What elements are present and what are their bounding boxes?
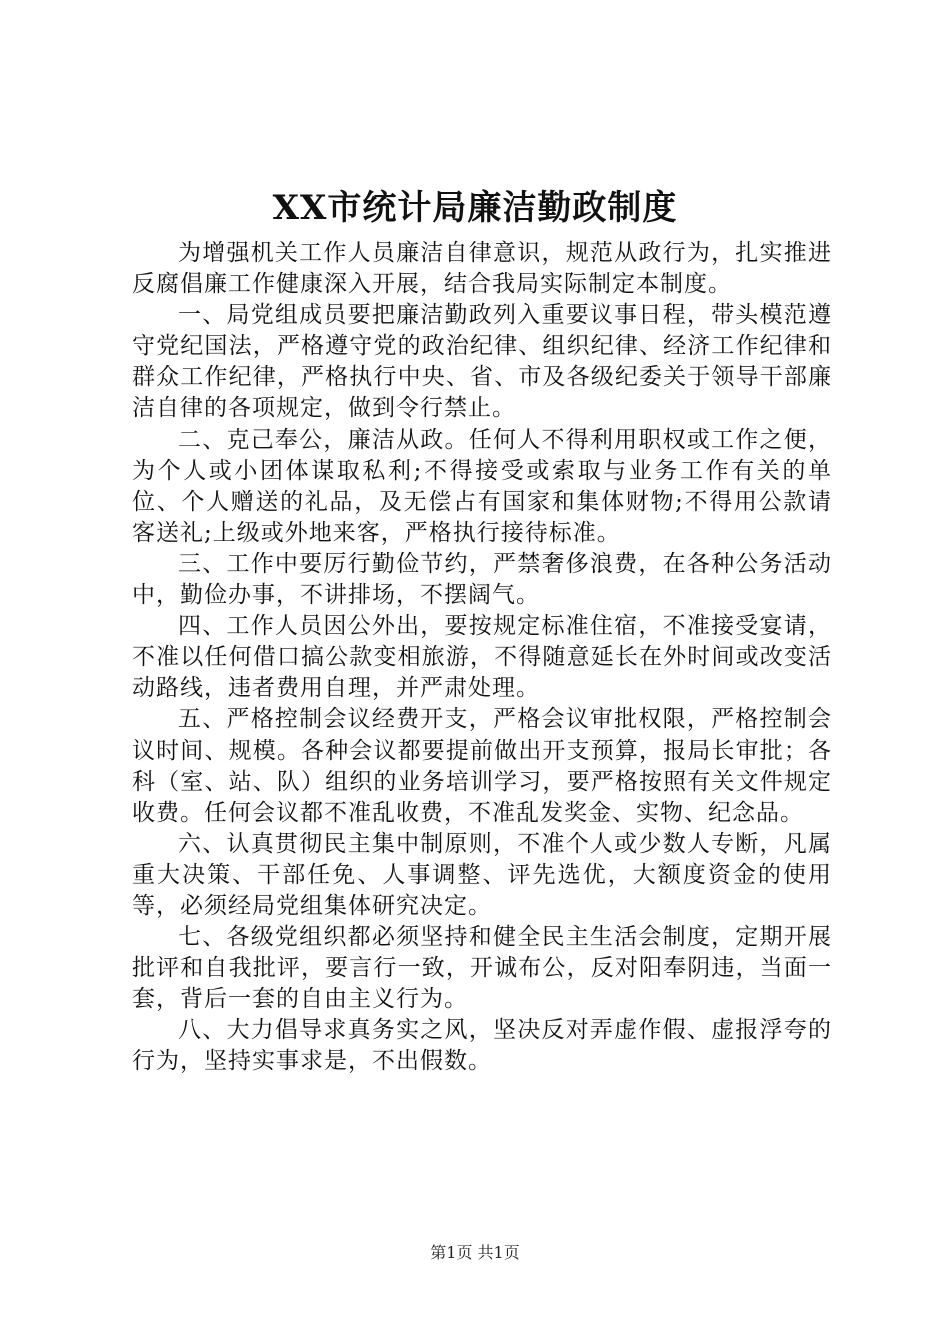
paragraph-item-4: 四、工作人员因公外出，要按规定标准住宿，不准接受宴请，不准以任何借口搞公款变相旅游，不得随意延长在外时间或改变活动路线，违者费用自理，并严肃处理。 <box>132 613 832 702</box>
document-body <box>132 238 832 1078</box>
paragraph-item-7: 七、各级党组织都必须坚持和健全民主生活会制度，定期开展批评和自我批评，要言行一致，开诚布公，反对阳奉阴违，当面一套，背后一套的自由主义行为。 <box>132 924 832 1013</box>
paragraph-item-1: 一、局党组成员要把廉洁勤政列入重要议事日程，带头模范遵守党纪国法，严格遵守党的政治纪律、组织纪律、经济工作纪律和群众工作纪律，严格执行中央、省、市及各级纪委关于领导干部廉洁自律的各项规定，做到令行禁止。 <box>132 302 832 422</box>
paragraph-item-6: 六、认真贯彻民主集中制原则，不准个人或少数人专断，凡属重大决策、干部任免、人事调整、评先选优，大额度资金的使用等，必须经局党组集体研究决定。 <box>132 830 832 919</box>
paragraph-item-2: 二、克己奉公，廉洁从政。任何人不得利用职权或工作之便，为个人或小团体谋取私利;不得接受或索取与业务工作有关的单位、个人赠送的礼品，及无偿占有国家和集体财物;不得用公款请客送礼;上级或外地来客，严格执行接待标准。 <box>132 426 832 546</box>
page-number-footer: 第1页 共1页 <box>430 1243 520 1262</box>
paragraph-item-5: 五、严格控制会议经费开支，严格会议审批权限，严格控制会议时间、规模。各种会议都要提前做出开支预算，报局长审批；各科（室、站、队）组织的业务培训学习，要严格按照有关文件规定收费。任何会议都不准乱收费，不准乱发奖金、实物、纪念品。 <box>132 706 832 826</box>
paragraph-item-3: 三、工作中要厉行勤俭节约，严禁奢侈浪费，在各种公务活动中，勤俭办事，不讲排场，不摆阔气。 <box>132 550 832 609</box>
paragraph-intro: 为增强机关工作人员廉洁自律意识，规范从政行为，扎实推进反腐倡廉工作健康深入开展，结合我局实际制定本制度。 <box>132 240 832 298</box>
document-title: XX市统计局廉洁勤政制度 <box>272 188 678 228</box>
paragraph-item-8: 八、大力倡导求真务实之风，坚决反对弄虚作假、虚报浮夸的行为，坚持实事求是，不出假数。 <box>132 1017 832 1075</box>
